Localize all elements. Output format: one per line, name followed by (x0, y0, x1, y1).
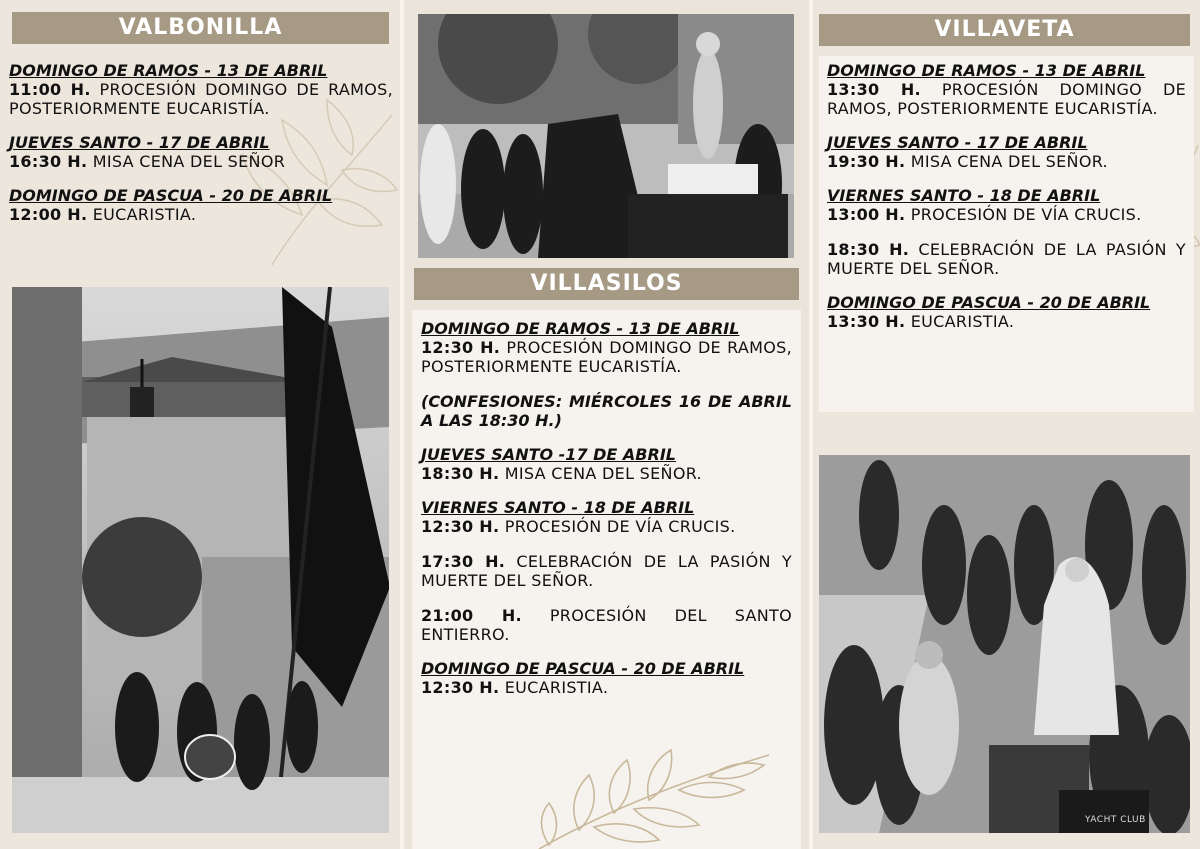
event-time: 21:00 H. (421, 606, 522, 625)
event-line (827, 205, 1186, 224)
event-text: MISA CENA DEL SEÑOR. (504, 464, 702, 483)
photo-procession-statue (418, 14, 794, 258)
event-text: MISA CENA DEL SEÑOR. (910, 152, 1108, 171)
villasilos-event-pascua (421, 660, 792, 697)
event-time: 12:30 H. (421, 517, 500, 536)
villasilos-title: VILLASILOS (414, 268, 799, 300)
event-title: VIERNES SANTO - 18 DE ABRIL (827, 186, 1101, 205)
event-title: DOMINGO DE RAMOS - 13 DE ABRIL (421, 319, 740, 338)
event-text: EUCARISTIA. (504, 678, 609, 697)
event-line (9, 80, 393, 118)
event-line (827, 80, 1186, 118)
event-title: DOMINGO DE RAMOS - 13 DE ABRIL (827, 61, 1146, 80)
event-line (421, 464, 792, 483)
event-text: PROCESIÓN DE VÍA CRUCIS. (910, 205, 1142, 224)
event-line (421, 606, 792, 644)
event-line (827, 152, 1186, 171)
event-title: DOMINGO DE PASCUA - 20 DE ABRIL (9, 186, 333, 205)
valbonilla-event-ramos (9, 62, 393, 118)
villasilos-schedule (412, 310, 801, 849)
villaveta-schedule (819, 56, 1194, 412)
event-text: PROCESIÓN DOMINGO DE RAMOS, POSTERIORMENTE EUCARISTÍA. (827, 80, 1187, 118)
photo-procession-banner (12, 287, 389, 833)
event-text: EUCARISTIA. (910, 312, 1015, 331)
valbonilla-title: VALBONILLA (12, 12, 389, 44)
event-time: 17:30 H. (421, 552, 506, 571)
event-line (827, 312, 1186, 331)
event-time: 11:00 H. (9, 80, 91, 99)
villasilos-event-viernes (421, 499, 792, 644)
valbonilla-event-pascua (9, 187, 393, 224)
event-line (421, 552, 792, 590)
villaveta-event-ramos (827, 62, 1186, 118)
event-text: PROCESIÓN DOMINGO DE RAMOS, POSTERIORMENTE EUCARISTÍA. (421, 338, 792, 376)
event-line (827, 240, 1186, 278)
event-time: 19:30 H. (827, 152, 906, 171)
photo-crowd-virgin (819, 455, 1190, 833)
event-time: 13:00 H. (827, 205, 906, 224)
villaveta-event-pascua (827, 294, 1186, 331)
event-line (9, 205, 393, 224)
confession-note: (CONFESIONES: MIÉRCOLES 16 DE ABRIL A LAS 18:30 H.) (421, 392, 792, 430)
column-villasilos (404, 0, 809, 849)
event-time: 12:00 H. (9, 205, 88, 224)
event-title: DOMINGO DE RAMOS - 13 DE ABRIL (9, 61, 328, 80)
villasilos-event-jueves (421, 446, 792, 483)
event-text: CELEBRACIÓN DE LA PASIÓN Y MUERTE DEL SEÑOR. (827, 240, 1186, 278)
event-title: JUEVES SANTO -17 DE ABRIL (421, 445, 676, 464)
event-time: 18:30 H. (827, 240, 910, 259)
valbonilla-schedule (9, 62, 393, 280)
event-time: 12:30 H. (421, 678, 500, 697)
event-text: PROCESIÓN DE VÍA CRUCIS. (504, 517, 736, 536)
valbonilla-event-jueves (9, 134, 393, 171)
event-title: DOMINGO DE PASCUA - 20 DE ABRIL (421, 659, 745, 678)
villaveta-event-viernes (827, 187, 1186, 278)
event-text: PROCESIÓN DOMINGO DE RAMOS, POSTERIORMENTE EUCARISTÍA. (9, 80, 393, 118)
villaveta-event-jueves (827, 134, 1186, 171)
event-line (9, 152, 393, 171)
column-valbonilla (0, 0, 400, 849)
event-text: EUCARISTIA. (92, 205, 197, 224)
event-time: 12:30 H. (421, 338, 501, 357)
event-title: DOMINGO DE PASCUA - 20 DE ABRIL (827, 293, 1151, 312)
event-time: 13:30 H. (827, 80, 921, 99)
event-line (421, 678, 792, 697)
event-line (421, 338, 792, 376)
event-text: MISA CENA DEL SEÑOR (92, 152, 286, 171)
column-villaveta (813, 0, 1200, 849)
event-title: VIERNES SANTO - 18 DE ABRIL (421, 498, 695, 517)
event-line (421, 517, 792, 536)
villaveta-title: VILLAVETA (819, 14, 1190, 46)
shirt-text: YACHT CLUB (1085, 815, 1146, 825)
villasilos-event-ramos (421, 320, 792, 376)
event-title: JUEVES SANTO - 17 DE ABRIL (827, 133, 1088, 152)
event-time: 18:30 H. (421, 464, 500, 483)
event-title: JUEVES SANTO - 17 DE ABRIL (9, 133, 270, 152)
event-time: 16:30 H. (9, 152, 88, 171)
event-text: PROCESIÓN DEL SANTO ENTIERRO. (421, 606, 792, 644)
event-time: 13:30 H. (827, 312, 906, 331)
event-text: CELEBRACIÓN DE LA PASIÓN Y MUERTE DEL SEÑOR. (421, 552, 792, 590)
